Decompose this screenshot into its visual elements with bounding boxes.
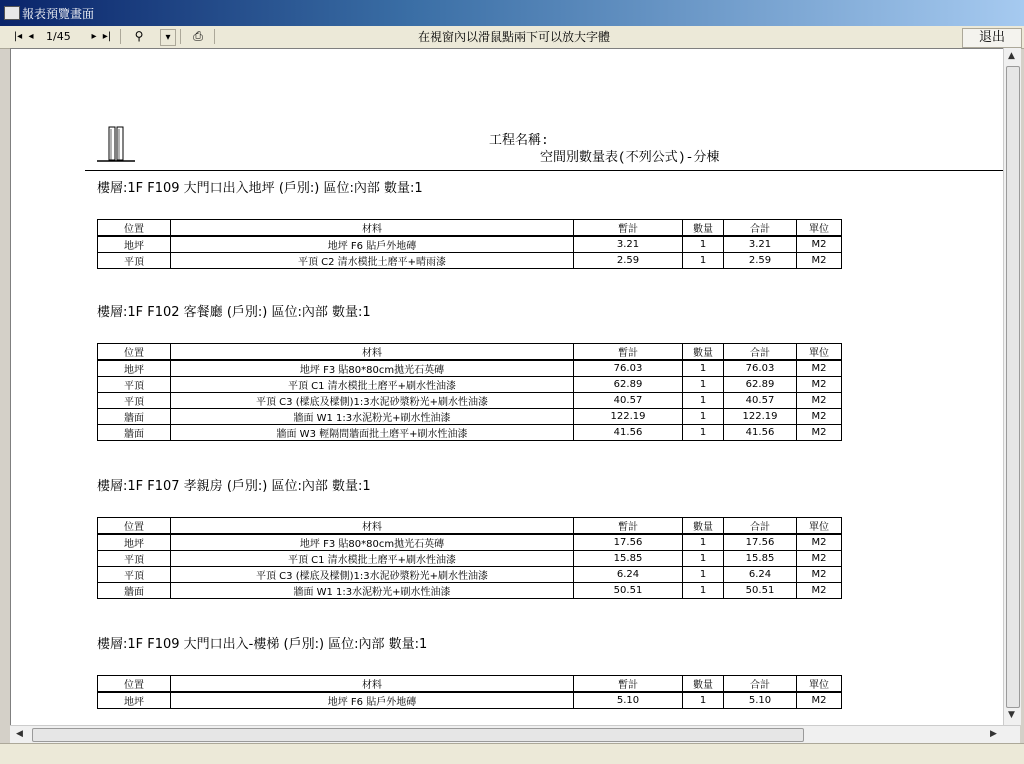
table-cell: 40.57 [574, 393, 683, 409]
column-header: 暫計 [574, 676, 683, 693]
app-icon [4, 6, 20, 20]
scroll-right-icon[interactable]: ▶ [990, 729, 997, 739]
status-bar [0, 743, 1024, 764]
report-preview-page[interactable] [10, 48, 1005, 726]
horizontal-scroll-thumb[interactable] [32, 728, 804, 742]
table-cell: 17.56 [724, 534, 797, 551]
table-row [98, 425, 842, 441]
page-indicator: 1/45 [46, 30, 71, 43]
table-cell: M2 [797, 253, 842, 269]
table-cell: 牆面 [98, 425, 171, 441]
table-cell: 2.59 [724, 253, 797, 269]
table-header-row [98, 220, 842, 237]
table-cell: 1 [683, 583, 724, 599]
table-cell: 50.51 [724, 583, 797, 599]
table-header-row [98, 518, 842, 535]
column-header: 材料 [171, 676, 574, 693]
table-cell: 地坪 F6 貼戶外地磚 [171, 236, 574, 253]
table-cell: 1 [683, 551, 724, 567]
table-cell: 牆面 W3 輕隔間牆面批土磨平+刷水性油漆 [171, 425, 574, 441]
column-header: 暫計 [574, 518, 683, 535]
section-title: 樓層:1F F102 客餐廳 (戶別:) 區位:內部 數量:1 [97, 305, 371, 320]
table-cell: 平頂 C1 清水模批土磨平+刷水性油漆 [171, 551, 574, 567]
column-header: 材料 [171, 220, 574, 237]
table-cell: 41.56 [724, 425, 797, 441]
column-header: 位置 [98, 676, 171, 693]
table-cell: M2 [797, 692, 842, 709]
table-cell: 1 [683, 253, 724, 269]
column-header: 數量 [683, 344, 724, 361]
table-cell: M2 [797, 534, 842, 551]
table-cell: 1 [683, 425, 724, 441]
prev-page-icon[interactable]: ◂ [28, 31, 34, 42]
table-row [98, 236, 842, 253]
column-header: 位置 [98, 344, 171, 361]
table-cell: M2 [797, 425, 842, 441]
table-header-row [98, 676, 842, 693]
table-cell: 1 [683, 692, 724, 709]
table-cell: 平頂 C3 (樑底及樑側)1:3水泥砂漿粉光+刷水性油漆 [171, 567, 574, 583]
table-cell: 6.24 [724, 567, 797, 583]
table-cell: M2 [797, 360, 842, 377]
table-row [98, 567, 842, 583]
table-cell: 1 [683, 236, 724, 253]
table-cell: 1 [683, 409, 724, 425]
table-cell: 地坪 F3 貼80*80cm拋光石英磚 [171, 534, 574, 551]
scroll-left-icon[interactable]: ◀ [16, 729, 23, 739]
table-cell: 3.21 [574, 236, 683, 253]
table-row [98, 360, 842, 377]
table-cell: 平頂 C3 (樑底及樑側)1:3水泥砂漿粉光+刷水性油漆 [171, 393, 574, 409]
header-divider [85, 170, 1003, 171]
column-header: 位置 [98, 220, 171, 237]
table-cell: M2 [797, 409, 842, 425]
table-row [98, 534, 842, 551]
table-cell: 5.10 [574, 692, 683, 709]
column-header: 材料 [171, 344, 574, 361]
table-cell: 牆面 [98, 583, 171, 599]
table-cell: 地坪 [98, 692, 171, 709]
section-title: 樓層:1F F107 孝親房 (戶別:) 區位:內部 數量:1 [97, 479, 371, 494]
table-cell: 17.56 [574, 534, 683, 551]
vertical-scroll-thumb[interactable] [1006, 66, 1020, 708]
table-cell: 平頂 [98, 567, 171, 583]
vertical-scrollbar[interactable] [1003, 48, 1021, 725]
scroll-down-icon[interactable]: ▼ [1008, 710, 1015, 720]
table-cell: 1 [683, 360, 724, 377]
table-cell: 1 [683, 377, 724, 393]
table-cell: 地坪 [98, 534, 171, 551]
next-page-icon[interactable]: ▸ [91, 31, 97, 42]
column-header: 數量 [683, 676, 724, 693]
table-cell: 地坪 F3 貼80*80cm拋光石英磚 [171, 360, 574, 377]
table-cell: M2 [797, 551, 842, 567]
quantity-table [97, 219, 842, 269]
scroll-up-icon[interactable]: ▲ [1008, 51, 1015, 61]
table-row [98, 409, 842, 425]
table-cell: 平頂 C2 清水模批土磨平+晴雨漆 [171, 253, 574, 269]
quantity-table [97, 675, 842, 709]
table-cell: 平頂 [98, 377, 171, 393]
zoom-hint-text: 在視窗內以滑鼠點兩下可以放大字體 [418, 30, 611, 44]
table-cell: 地坪 [98, 236, 171, 253]
table-row [98, 253, 842, 269]
first-page-icon[interactable]: |◂ [13, 31, 23, 42]
table-cell: 1 [683, 567, 724, 583]
table-cell: 地坪 F6 貼戶外地磚 [171, 692, 574, 709]
table-cell: 1 [683, 534, 724, 551]
table-row [98, 393, 842, 409]
table-cell: M2 [797, 236, 842, 253]
table-cell: 地坪 [98, 360, 171, 377]
column-header: 合計 [724, 676, 797, 693]
table-row [98, 551, 842, 567]
table-cell: 平頂 [98, 393, 171, 409]
table-cell: 3.21 [724, 236, 797, 253]
column-header: 單位 [797, 220, 842, 237]
table-cell: 平頂 C1 清水模批土磨平+刷水性油漆 [171, 377, 574, 393]
table-cell: M2 [797, 567, 842, 583]
table-header-row [98, 344, 842, 361]
table-cell: 1 [683, 393, 724, 409]
table-cell: 122.19 [724, 409, 797, 425]
column-header: 暫計 [574, 220, 683, 237]
window-title: 報表預覽畫面 [22, 7, 95, 21]
table-cell: 牆面 W1 1:3水泥粉光+刷水性油漆 [171, 409, 574, 425]
column-header: 單位 [797, 344, 842, 361]
quantity-table [97, 343, 842, 441]
table-cell: M2 [797, 393, 842, 409]
table-cell: 15.85 [724, 551, 797, 567]
column-header: 合計 [724, 518, 797, 535]
column-header: 合計 [724, 344, 797, 361]
report-subtitle: 空間別數量表(不列公式)-分棟 [540, 150, 720, 165]
column-header: 單位 [797, 676, 842, 693]
quantity-table [97, 517, 842, 599]
table-cell: 62.89 [574, 377, 683, 393]
table-cell: 15.85 [574, 551, 683, 567]
table-row [98, 377, 842, 393]
table-cell: M2 [797, 377, 842, 393]
column-header: 位置 [98, 518, 171, 535]
table-row [98, 692, 842, 709]
horizontal-scrollbar[interactable] [10, 725, 1020, 743]
table-cell: 122.19 [574, 409, 683, 425]
table-cell: 76.03 [724, 360, 797, 377]
printer-icon[interactable]: ⎙ [193, 29, 203, 43]
window-title-bar [0, 0, 1024, 26]
column-header: 數量 [683, 518, 724, 535]
table-cell: M2 [797, 583, 842, 599]
building-logo-icon [97, 125, 137, 163]
table-cell: 平頂 [98, 253, 171, 269]
column-header: 數量 [683, 220, 724, 237]
table-cell: 牆面 [98, 409, 171, 425]
zoom-dropdown-icon[interactable]: ▾ [160, 29, 176, 46]
table-cell: 2.59 [574, 253, 683, 269]
table-cell: 76.03 [574, 360, 683, 377]
last-page-icon[interactable]: ▸| [102, 31, 112, 42]
column-header: 暫計 [574, 344, 683, 361]
table-cell: 5.10 [724, 692, 797, 709]
project-name-label: 工程名稱: [489, 133, 549, 148]
magnifier-icon[interactable]: ⚲ [134, 29, 144, 43]
table-cell: 平頂 [98, 551, 171, 567]
exit-button[interactable]: 退出 [962, 28, 1022, 48]
table-cell: 40.57 [724, 393, 797, 409]
table-cell: 牆面 W1 1:3水泥粉光+刷水性油漆 [171, 583, 574, 599]
section-title: 樓層:1F F109 大門口出入地坪 (戶別:) 區位:內部 數量:1 [97, 181, 423, 196]
table-row [98, 583, 842, 599]
table-cell: 50.51 [574, 583, 683, 599]
toolbar [0, 26, 1024, 49]
section-title: 樓層:1F F109 大門口出入-樓梯 (戶別:) 區位:內部 數量:1 [97, 637, 428, 652]
column-header: 合計 [724, 220, 797, 237]
table-cell: 62.89 [724, 377, 797, 393]
column-header: 單位 [797, 518, 842, 535]
table-cell: 6.24 [574, 567, 683, 583]
table-cell: 41.56 [574, 425, 683, 441]
column-header: 材料 [171, 518, 574, 535]
